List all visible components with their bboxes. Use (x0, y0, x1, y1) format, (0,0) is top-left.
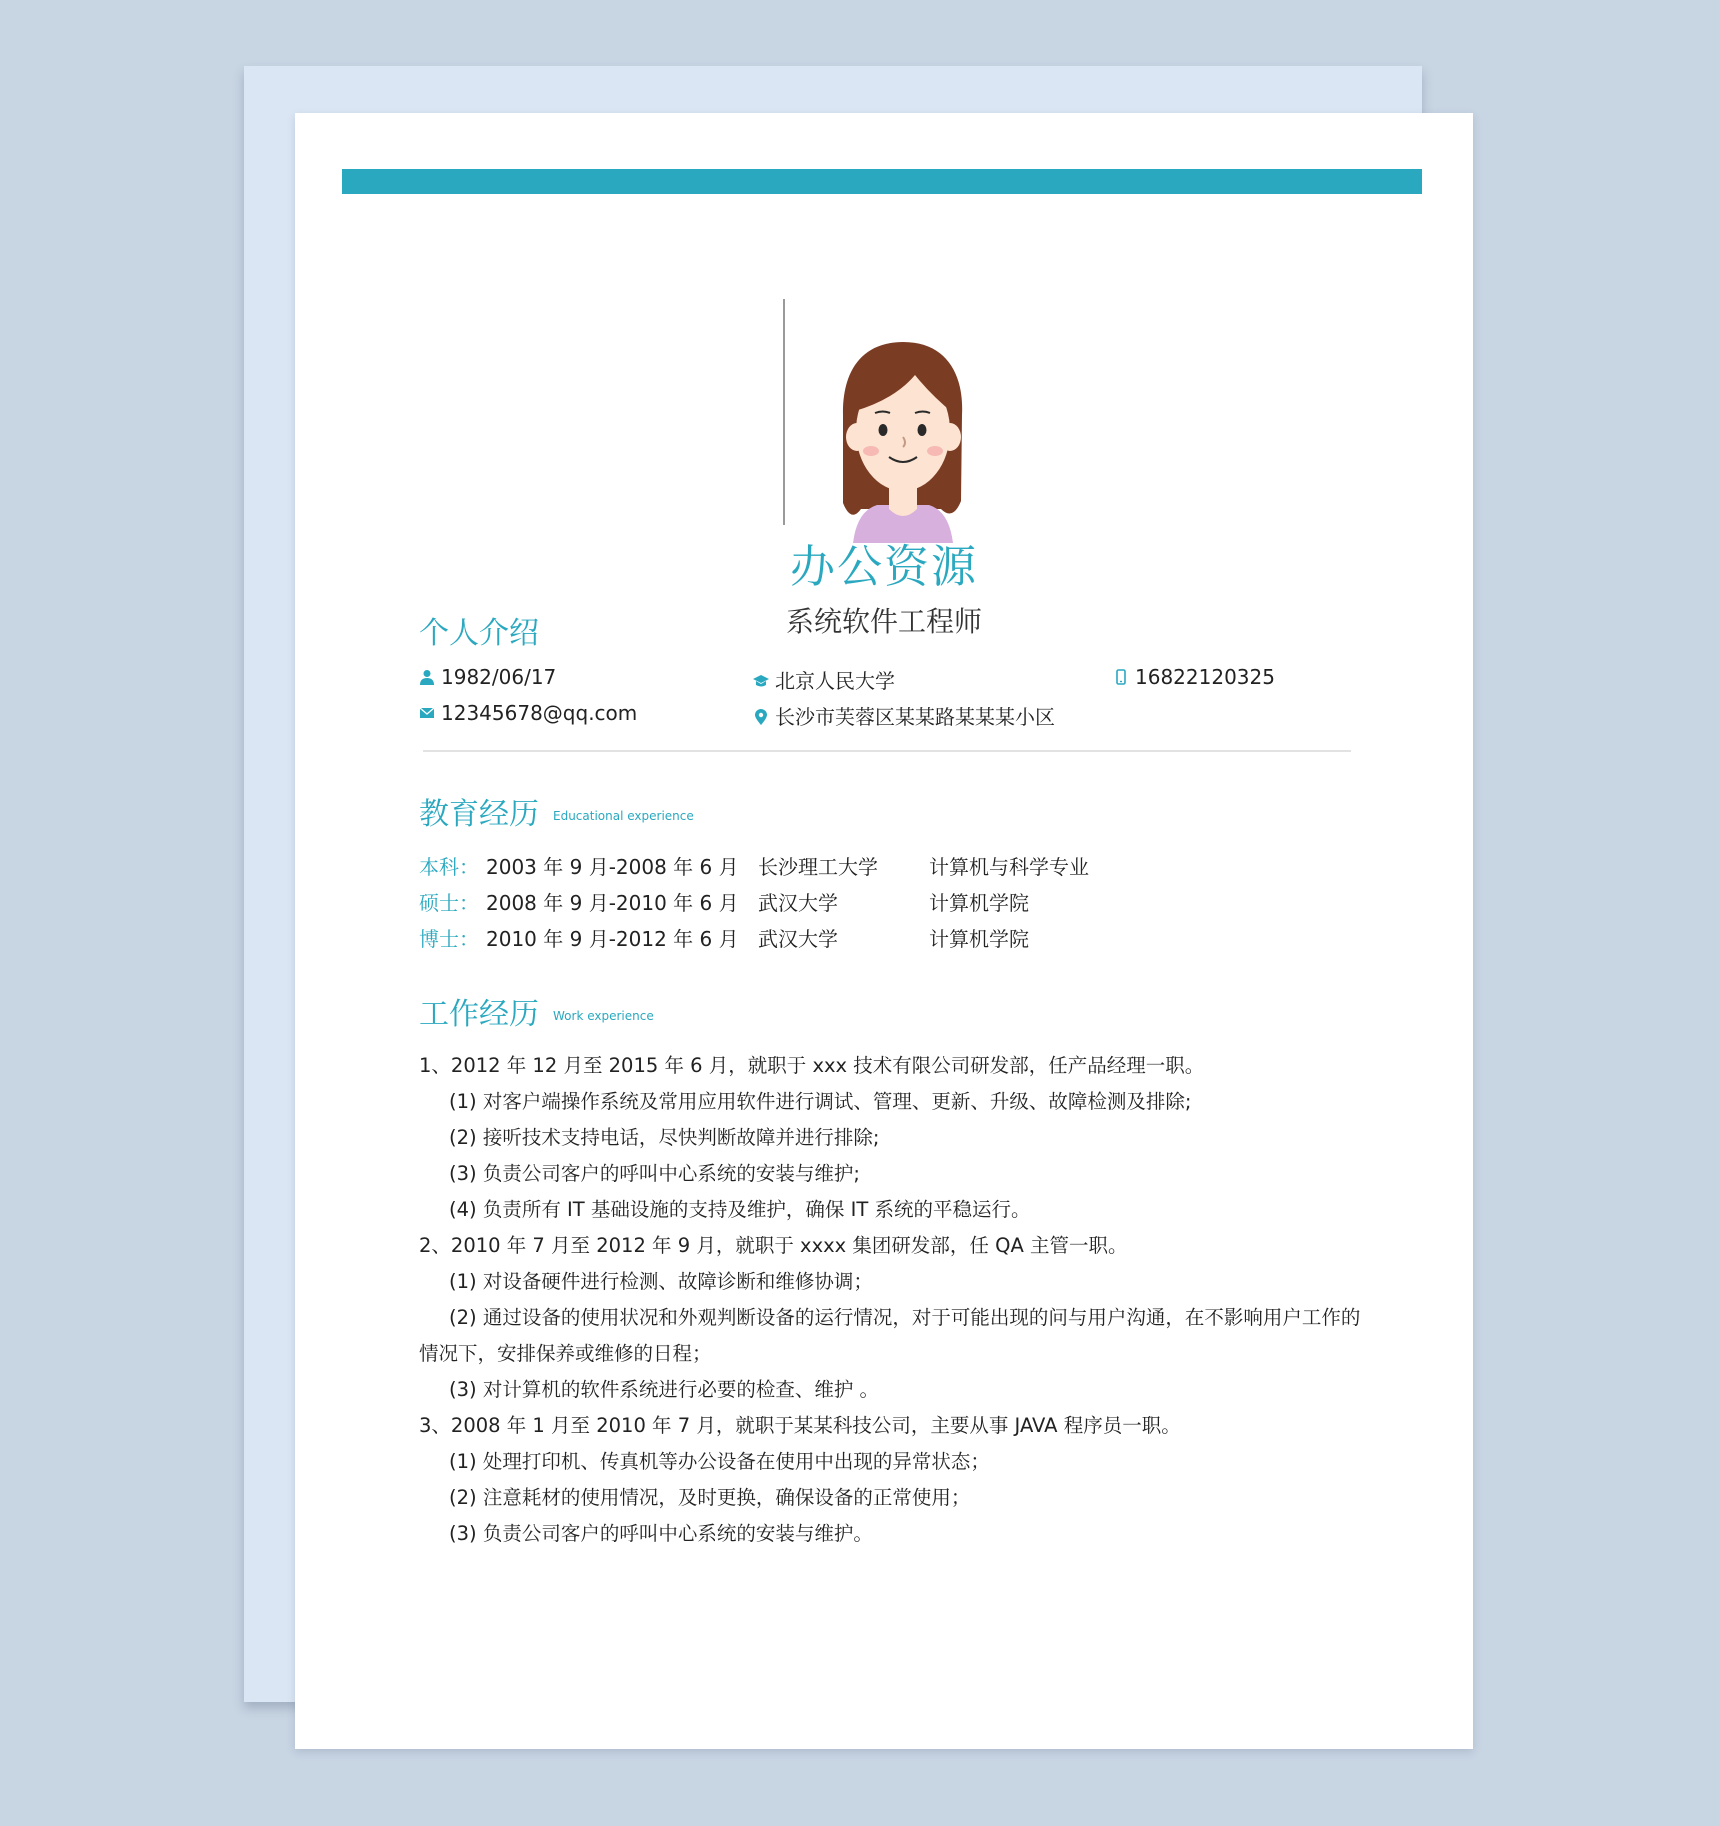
avatar-illustration (817, 333, 987, 543)
edu-degree: 博士： (419, 927, 479, 951)
email-text: 12345678@qq.com (441, 701, 638, 725)
phone-text: 16822120325 (1135, 665, 1275, 689)
edu-major: 计算机学院 (929, 927, 1029, 951)
resume-page (295, 113, 1473, 1749)
edu-major: 计算机与科学专业 (929, 855, 1089, 879)
info-birthday (419, 665, 556, 689)
work-item-heading: 2、2010 年 7 月至 2012 年 9 月，就职于 xxxx 集团研发部，任 QA 主管一职。 (419, 1234, 1128, 1257)
edu-degree: 硕士： (419, 891, 479, 915)
section-title-personal (419, 608, 539, 652)
work-duty: (2) 注意耗材的使用情况，及时更换，确保设备的正常使用； (449, 1486, 971, 1509)
edu-school: 长沙理工大学 (758, 855, 878, 879)
info-address (753, 701, 1055, 730)
person-icon (419, 669, 435, 685)
info-school (753, 665, 895, 694)
work-duty: (3) 负责公司客户的呼叫中心系统的安装与维护。 (449, 1522, 873, 1545)
address-text: 长沙市芙蓉区某某路某某某小区 (775, 705, 1055, 729)
work-item-heading: 3、2008 年 1 月至 2010 年 7 月，就职于某某科技公司，主要从事 JAVA 程序员一职。 (419, 1414, 1181, 1437)
graduation-cap-icon (753, 673, 769, 689)
phone-icon (1113, 669, 1129, 685)
birthday-text: 1982/06/17 (441, 665, 557, 689)
section-subtitle-education: Educational experience (553, 808, 694, 823)
work-duty: (2) 接听技术支持电话，尽快判断故障并进行排除; (449, 1126, 880, 1149)
work-duty-continued: 情况下，安排保养或维修的日程； (419, 1342, 712, 1365)
section-title-education (419, 789, 694, 833)
section-title-education-label: 教育经历 (419, 797, 539, 832)
work-duty: (1) 对设备硬件进行检测、故障诊断和维修协调； (449, 1270, 873, 1293)
section-title-work (419, 989, 654, 1033)
section-divider (423, 750, 1351, 752)
candidate-role: 系统软件工程师 (785, 605, 982, 638)
header-divider (783, 299, 785, 525)
work-item-heading: 1、2012 年 12 月至 2015 年 6 月，就职于 xxx 技术有限公司研发部，任产品经理一职。 (419, 1054, 1205, 1077)
work-duty: (1) 处理打印机、传真机等办公设备在使用中出现的异常状态； (449, 1450, 990, 1473)
section-subtitle-work: Work experience (553, 1008, 654, 1023)
work-duty: (3) 负责公司客户的呼叫中心系统的安装与维护; (449, 1162, 860, 1185)
edu-school: 武汉大学 (758, 891, 838, 915)
edu-school: 武汉大学 (758, 927, 838, 951)
candidate-name: 办公资源 (789, 540, 978, 593)
section-title-work-label: 工作经历 (419, 997, 539, 1032)
header-accent-bar (342, 169, 1422, 194)
edu-period: 2010 年 9 月-2012 年 6 月 (486, 927, 739, 951)
work-duty: (4) 负责所有 IT 基础设施的支持及维护，确保 IT 系统的平稳运行。 (449, 1198, 1031, 1221)
work-duty: (1) 对客户端操作系统及常用应用软件进行调试、管理、更新、升级、故障检测及排除; (449, 1090, 1192, 1113)
edu-period: 2003 年 9 月-2008 年 6 月 (486, 855, 739, 879)
edu-major: 计算机学院 (929, 891, 1029, 915)
work-duty: (2) 通过设备的使用状况和外观判断设备的运行情况，对于可能出现的问与用户沟通，在不影响用户工作的 (449, 1306, 1361, 1329)
location-pin-icon (753, 709, 769, 725)
info-phone (1113, 665, 1275, 689)
info-email (419, 701, 637, 725)
work-duty: (3) 对计算机的软件系统进行必要的检查、维护 。 (449, 1378, 880, 1401)
edu-period: 2008 年 9 月-2010 年 6 月 (486, 891, 739, 915)
section-title-personal-label: 个人介绍 (419, 616, 539, 651)
edu-degree: 本科： (419, 855, 479, 879)
email-icon (419, 705, 435, 721)
school-text: 北京人民大学 (775, 669, 895, 693)
